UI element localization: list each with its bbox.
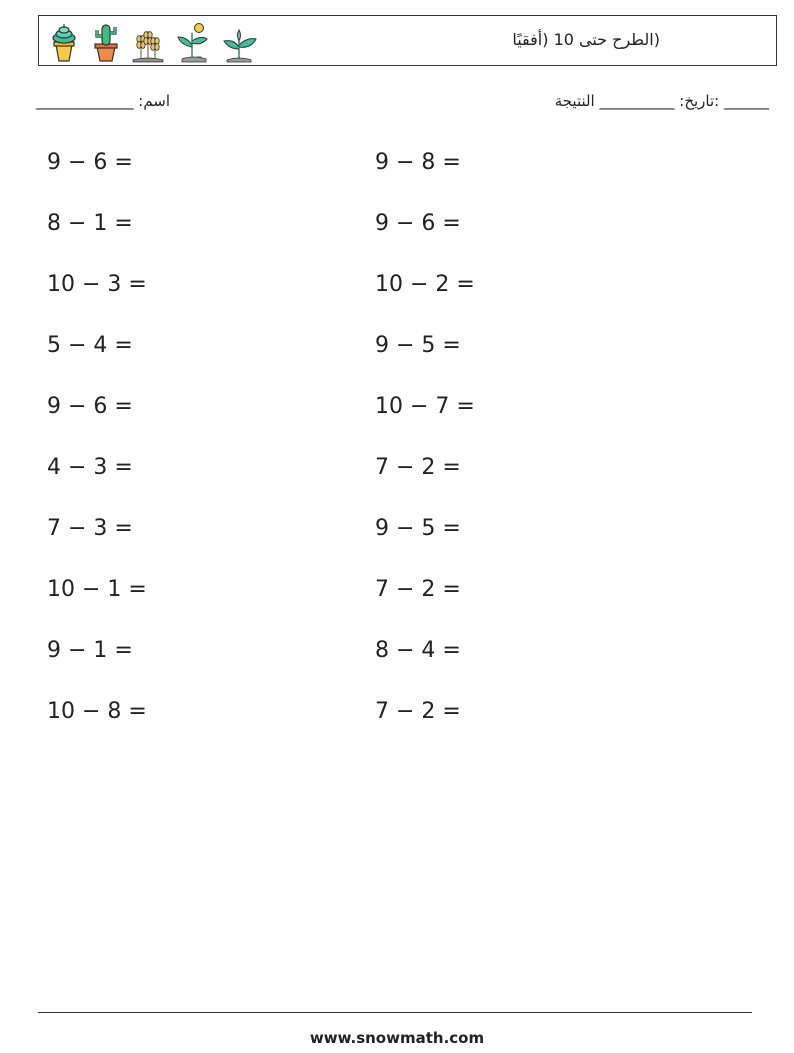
problem-left-2: 8 − 1 =	[47, 211, 133, 236]
problem-right-4: 9 − 5 =	[375, 333, 461, 358]
problem-left-3: 10 − 3 =	[47, 272, 147, 297]
footer-url: www.snowmath.com	[309, 1029, 485, 1047]
problem-right-7: 9 − 5 =	[375, 516, 461, 541]
problem-left-4: 5 − 4 =	[47, 333, 133, 358]
date-score-label: ______ :تاريخ: __________ النتيجة	[554, 92, 769, 110]
problem-left-8: 10 − 1 =	[47, 577, 147, 602]
worksheet-title: (الطرح حتى 10 (أفقيًا	[512, 30, 660, 49]
problem-left-9: 9 − 1 =	[47, 638, 133, 663]
problem-left-10: 10 − 8 =	[47, 699, 147, 724]
problem-right-10: 7 − 2 =	[375, 699, 461, 724]
problem-left-6: 4 − 3 =	[47, 455, 133, 480]
problem-right-3: 10 − 2 =	[375, 272, 475, 297]
problem-right-8: 7 − 2 =	[375, 577, 461, 602]
problem-right-2: 9 − 6 =	[375, 211, 461, 236]
footer-divider	[38, 1012, 752, 1013]
problem-left-1: 9 − 6 =	[47, 150, 133, 175]
problem-right-6: 7 − 2 =	[375, 455, 461, 480]
problem-right-5: 10 − 7 =	[375, 394, 475, 419]
problem-left-5: 9 − 6 =	[47, 394, 133, 419]
problem-right-9: 8 − 4 =	[375, 638, 461, 663]
name-label: _____________ :اسم	[36, 92, 171, 110]
problem-right-1: 9 − 8 =	[375, 150, 461, 175]
problem-left-7: 7 − 3 =	[47, 516, 133, 541]
